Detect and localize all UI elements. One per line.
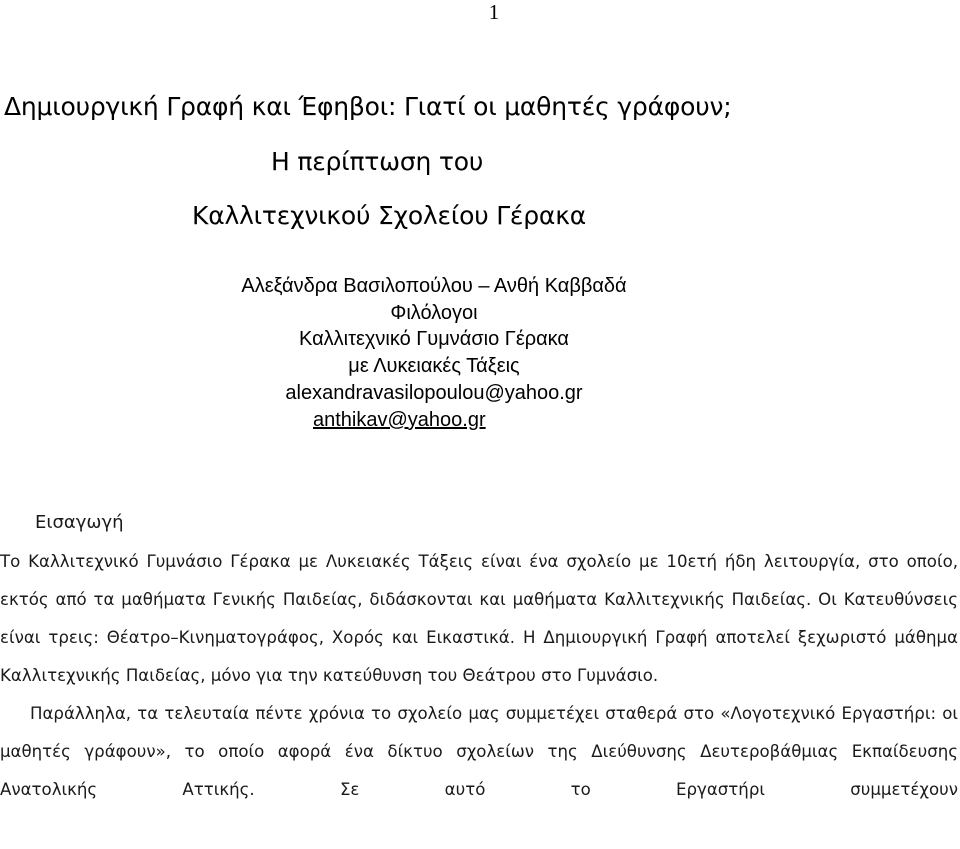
- section-heading: Εισαγωγή: [35, 512, 124, 533]
- paragraph-1: Το Καλλιτεχνικό Γυμνάσιο Γέρακα με Λυκειακές Τάξεις είναι ένα σχολείο με 10ετή ήδη λειτουργία, στο οποίο, εκτός από τα μαθήματα Γενικής Παιδείας, διδάσκονται και μαθήματα Καλλιτεχνικής Παιδείας. Οι Κατευθύνσεις είναι τρεις: Θέατρο–Κινηματογράφος, Χορός και Εικαστικά. Η Δημιουργική Γραφή αποτελεί ξεχωριστό μάθημα Καλλιτεχνικής Παιδείας, μόνο για την κατεύθυνση του Θεάτρου στο Γυμνάσιο.: [0, 552, 958, 685]
- title-line-3: Καλλιτεχνικού Σχολείου Γέρακα: [192, 201, 587, 230]
- title-line-1: Δημιουργική Γραφή και Έφηβοι: Γιατί οι μαθητές γράφουν;: [4, 92, 732, 121]
- author-role: Φιλόλογοι: [390, 302, 478, 324]
- email-1: alexandravasilopoulou@yahoo.gr: [285, 382, 583, 404]
- author-school-sub: με Λυκειακές Τάξεις: [348, 355, 520, 377]
- author-school: Καλλιτεχνικό Γυμνάσιο Γέρακα: [299, 328, 569, 350]
- title-line-2: Η περίπτωση του: [271, 147, 484, 176]
- page-number: 1: [488, 0, 500, 24]
- paragraph-2: Παράλληλα, τα τελευταία πέντε χρόνια το σχολείο μας συμμετέχει σταθερά στο «Λογοτεχνικό Εργαστήρι: οι μαθητές γράφουν», το οποίο αφορά ένα δίκτυο σχολείων της Διεύθυνσης Δευτεροβάθμιας Εκπαίδευσης Ανατολικής Αττικής. Σε αυτό το Εργαστήρι συμμετέχουν: [0, 704, 958, 799]
- email-2-link[interactable]: anthikav@yahoo.gr: [313, 409, 486, 431]
- author-names: Αλεξάνδρα Βασιλοπούλου – Ανθή Καββαδά: [241, 275, 627, 297]
- body-text: [0, 543, 958, 809]
